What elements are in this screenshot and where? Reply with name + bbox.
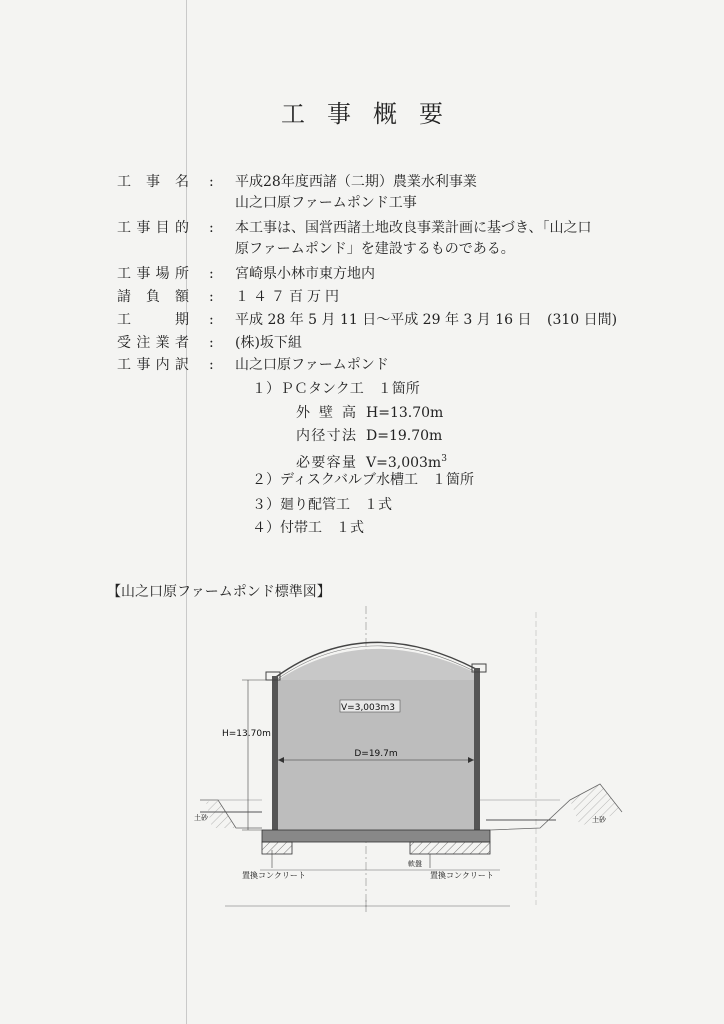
field-period-days: (310 日間) xyxy=(547,312,618,328)
field-value: 山之口原ファームポンド工事 xyxy=(235,195,417,211)
ground-label-right: 土砂 xyxy=(592,816,606,824)
breakdown-item-4: ４）付帯工 １式 xyxy=(252,520,364,536)
field-label: 請負額 xyxy=(117,289,189,305)
field-label: 工期 xyxy=(117,312,189,328)
breakdown-item-3: ３）廻り配管工 １式 xyxy=(252,497,392,513)
diameter-label: D=19.7m xyxy=(354,749,398,759)
field-colon: : xyxy=(209,174,214,190)
spec-label: 内径寸法 xyxy=(296,428,356,444)
spec-label: 外壁高 xyxy=(296,405,356,421)
tank-wall-left xyxy=(272,676,278,832)
spec-unit-superscript: 3 xyxy=(441,454,447,464)
field-value: 山之口原ファームポンド xyxy=(235,357,389,373)
ground-label-left: 土砂 xyxy=(194,814,208,822)
replacement-concrete-right-block xyxy=(410,842,490,854)
field-colon: : xyxy=(209,335,214,351)
field-colon: : xyxy=(209,312,214,328)
field-colon: : xyxy=(209,220,214,236)
field-label: 工事内訳 xyxy=(117,357,189,373)
page-title: 工事概要 xyxy=(281,100,465,128)
field-value: 宮崎県小林市東方地内 xyxy=(235,266,375,282)
field-value: 平成 28 年 5 月 11 日～平成 29 年 3 月 16 日 xyxy=(235,312,532,328)
field-value: 平成28年度西諸（二期）農業水利事業 xyxy=(235,174,477,190)
field-colon: : xyxy=(209,357,214,373)
base-label: 軟盤 xyxy=(408,860,422,868)
field-colon: : xyxy=(209,289,214,305)
breakdown-item-2: ２）ディスクバルブ水槽工 １箇所 xyxy=(252,472,475,488)
spec-value: V=3,003m xyxy=(366,454,442,471)
field-value: 原ファームポンド」を建設するものである。 xyxy=(235,241,515,257)
concrete-label-left: 置換コンクリート xyxy=(242,871,306,880)
field-label: 工事場所 xyxy=(117,266,189,282)
field-label: 工事名 xyxy=(117,174,189,190)
breakdown-item-1: １）ＰＣタンク工 １箇所 xyxy=(252,381,420,397)
field-label: 工事目的 xyxy=(117,220,189,236)
height-label: H=13.70m xyxy=(222,729,271,739)
volume-label: V=3,003m3 xyxy=(341,703,395,713)
concrete-label-right: 置換コンクリート xyxy=(430,871,494,880)
drawing-caption: 【山之口原ファームポンド標準図】 xyxy=(107,584,331,600)
spec-value: D=19.70m xyxy=(366,428,443,444)
dome-fill xyxy=(278,649,474,680)
spec-value: H=13.70m xyxy=(366,405,444,421)
tank-wall-right xyxy=(474,668,480,832)
field-value: １４７百万円 xyxy=(235,289,343,305)
field-value: 本工事は、国営西諸土地改良事業計画に基づき、「山之口 xyxy=(235,220,592,236)
replacement-concrete-left-block xyxy=(262,842,292,854)
field-value: (株)坂下組 xyxy=(235,335,302,351)
spec-label: 必要容量 xyxy=(296,454,356,471)
base-slab xyxy=(262,830,490,842)
field-colon: : xyxy=(209,266,214,282)
field-label: 受注業者 xyxy=(117,335,189,351)
